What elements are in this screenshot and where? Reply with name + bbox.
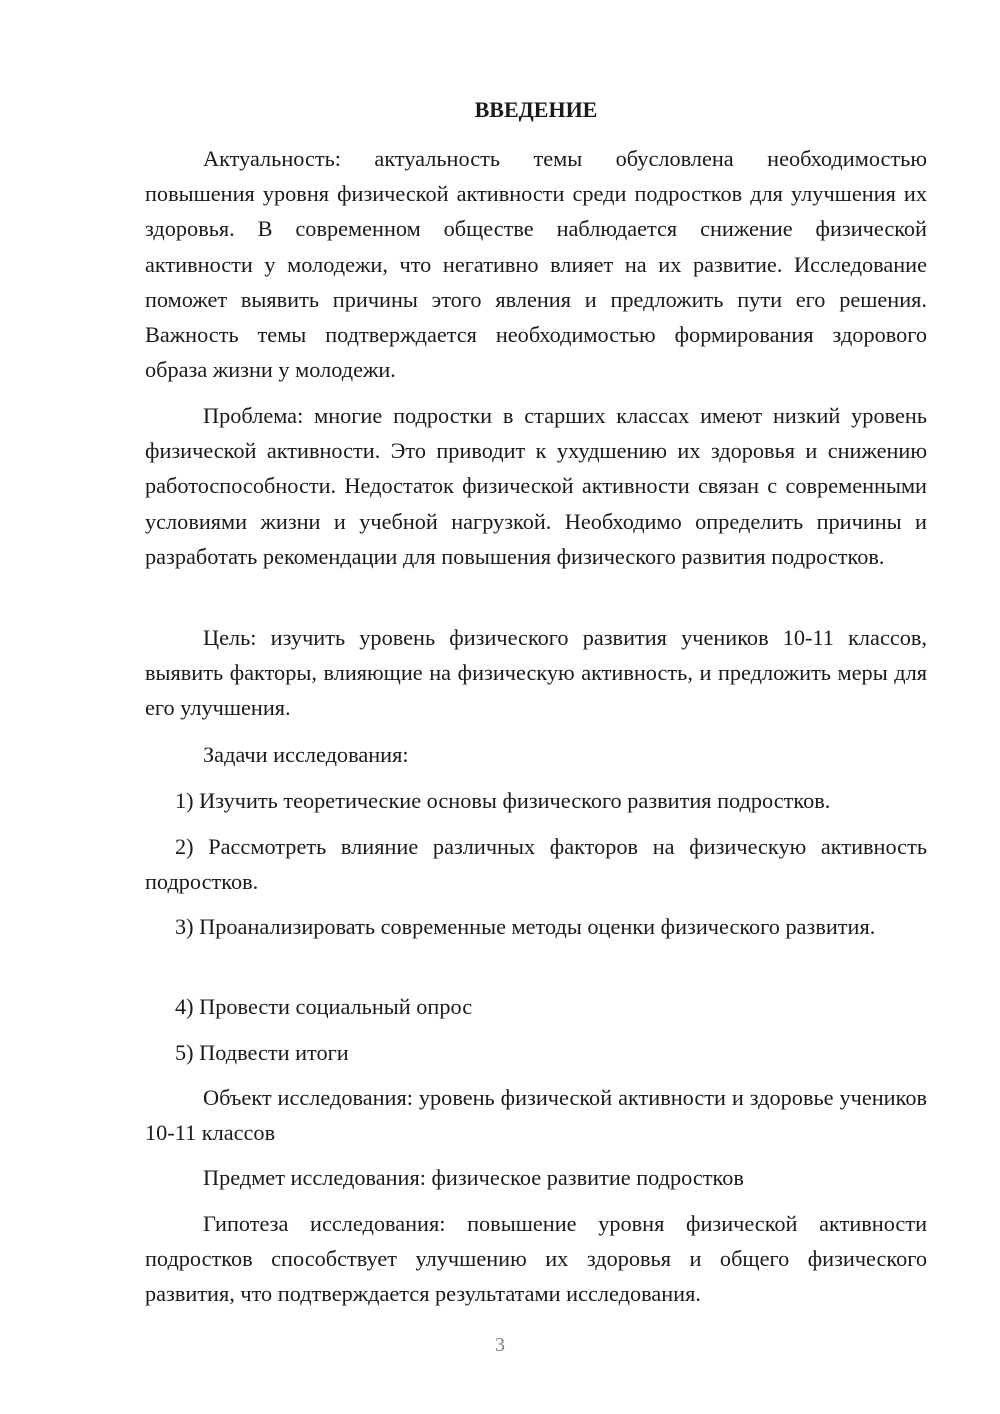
page-number: 3 (495, 1334, 505, 1356)
section-heading: ВВЕДЕНИЕ (474, 97, 598, 122)
problem-paragraph: Проблема: многие подростки в старших классах имеют низкий уровень физической активности. Это приводит к ухудшению их здоровья и снижению работоспособности. Недостаток физической активности связан с современными условиями жизни и учебной нагрузкой. Необходимо определить причины и разработать рекомендации для повышения физического развития подростков. (145, 403, 927, 569)
task-item-5: 5) Подвести итоги (175, 1040, 349, 1065)
object-paragraph: Объект исследования: уровень физической активности и здоровье учеников 10-11 классов (145, 1085, 927, 1146)
tasks-title: Задачи исследования: (203, 742, 409, 767)
task-item-1: 1) Изучить теоретические основы физического развития подростков. (175, 788, 831, 813)
goal-paragraph: Цель: изучить уровень физического развития учеников 10-11 классов, выявить факторы, влияющие на физическую активность, и предложить меры для его улучшения. (145, 625, 927, 721)
relevance-paragraph: Актуальность: актуальность темы обусловлена необходимостью повышения уровня физической активности среди подростков для улучшения их здоровья. В современном обществе наблюдается снижение физической активности у молодежи, что негативно влияет на их развитие. Исследование поможет выявить причины этого явления и предложить пути его решения. Важность темы подтверждается необходимостью формирования здорового образа жизни у молодежи. (145, 146, 927, 383)
task-item-4: 4) Провести социальный опрос (175, 994, 473, 1019)
task-item-2: 2) Рассмотреть влияние различных факторов на физическую активность подростков. (145, 834, 927, 895)
task-item-3: 3) Проанализировать современные методы оценки физического развития. (175, 914, 876, 939)
subject-paragraph: Предмет исследования: физическое развитие подростков (203, 1165, 744, 1190)
hypothesis-paragraph: Гипотеза исследования: повышение уровня физической активности подростков способствует улучшению их здоровья и общего физического развития, что подтверждается результатами исследования. (145, 1211, 927, 1307)
